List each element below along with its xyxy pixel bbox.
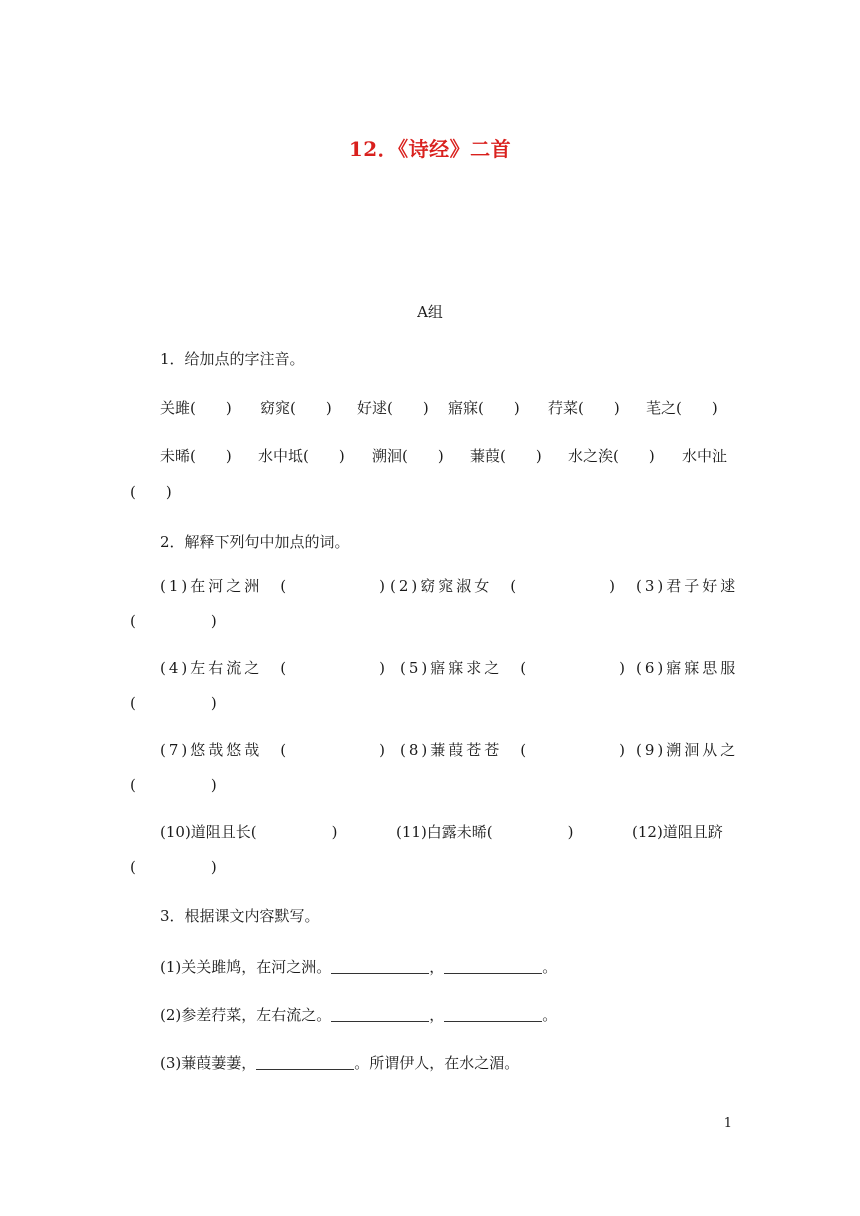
q2-wrap-paren: ( ) bbox=[130, 694, 217, 712]
q2-wrap-paren: ( ) bbox=[130, 858, 217, 876]
recite-line-1 bbox=[160, 955, 557, 979]
q2-item: (2)窈窕淑女 ( ) bbox=[390, 577, 618, 595]
recite-punct: 。 bbox=[542, 958, 558, 976]
recite-text: (2)参差荇菜，左右流之。 bbox=[160, 1006, 332, 1024]
q1-item: 荇菜( ) bbox=[548, 399, 620, 417]
q1-item: 寤寐( ) bbox=[448, 399, 520, 417]
q1-item: 好逑( ) bbox=[357, 399, 429, 417]
q2-item: (11)白露未晞( ) bbox=[396, 823, 574, 841]
recite-text: 。所谓伊人，在水之湄。 bbox=[354, 1054, 520, 1072]
q1-item: 水之涘( ) bbox=[568, 447, 655, 465]
question-2-heading: 2．解释下列句中加点的词。 bbox=[160, 533, 350, 551]
recite-line-3 bbox=[160, 1051, 519, 1075]
answer-blank[interactable] bbox=[256, 1055, 354, 1070]
q2-item: (9)溯洄从之 bbox=[636, 741, 739, 759]
q2-item: (3)君子好逑 bbox=[636, 577, 739, 595]
q1-item: 窈窕( ) bbox=[260, 399, 332, 417]
answer-blank[interactable] bbox=[331, 959, 429, 974]
q2-item: (8)蒹葭苍苍 ( ) bbox=[400, 741, 628, 759]
q1-item: 溯洄( ) bbox=[372, 447, 444, 465]
group-label: A组 bbox=[417, 303, 443, 321]
q2-item: (5)寤寐求之 ( ) bbox=[400, 659, 628, 677]
q2-item: (12)道阻且跻 bbox=[632, 823, 723, 841]
q2-item: (1)在河之洲 ( ) bbox=[160, 577, 388, 595]
q2-item: (7)悠哉悠哉 ( ) bbox=[160, 741, 388, 759]
q1-item: 蒹葭( ) bbox=[470, 447, 542, 465]
page-number: 1 bbox=[723, 1116, 732, 1131]
recite-text: (3)蒹葭萋萋， bbox=[160, 1054, 257, 1072]
question-3-heading: 3．根据课文内容默写。 bbox=[160, 907, 320, 925]
q1-item: 关雎( ) bbox=[160, 399, 232, 417]
q2-item: (10)道阻且长( ) bbox=[160, 823, 338, 841]
recite-line-2 bbox=[160, 1003, 557, 1027]
recite-punct: ， bbox=[429, 1006, 445, 1024]
q1-item: 水中坻( ) bbox=[258, 447, 345, 465]
q1-item: 芼之( ) bbox=[646, 399, 718, 417]
q2-wrap-paren: ( ) bbox=[130, 776, 217, 794]
q2-item: (6)寤寐思服 bbox=[636, 659, 739, 677]
answer-blank[interactable] bbox=[331, 1007, 429, 1022]
answer-blank[interactable] bbox=[444, 959, 542, 974]
recite-text: (1)关关雎鸠，在河之洲。 bbox=[160, 958, 332, 976]
recite-punct: ， bbox=[429, 958, 445, 976]
page-title: 12．《诗经》二首 bbox=[348, 137, 512, 161]
q1-item: 未晞( ) bbox=[160, 447, 232, 465]
question-1-heading: 1．给加点的字注音。 bbox=[160, 350, 305, 368]
q1-wrap-paren: ( ) bbox=[130, 483, 172, 501]
q1-item: 水中沚 bbox=[682, 447, 728, 465]
answer-blank[interactable] bbox=[444, 1007, 542, 1022]
recite-punct: 。 bbox=[542, 1006, 558, 1024]
q2-wrap-paren: ( ) bbox=[130, 612, 217, 630]
q2-item: (4)左右流之 ( ) bbox=[160, 659, 388, 677]
